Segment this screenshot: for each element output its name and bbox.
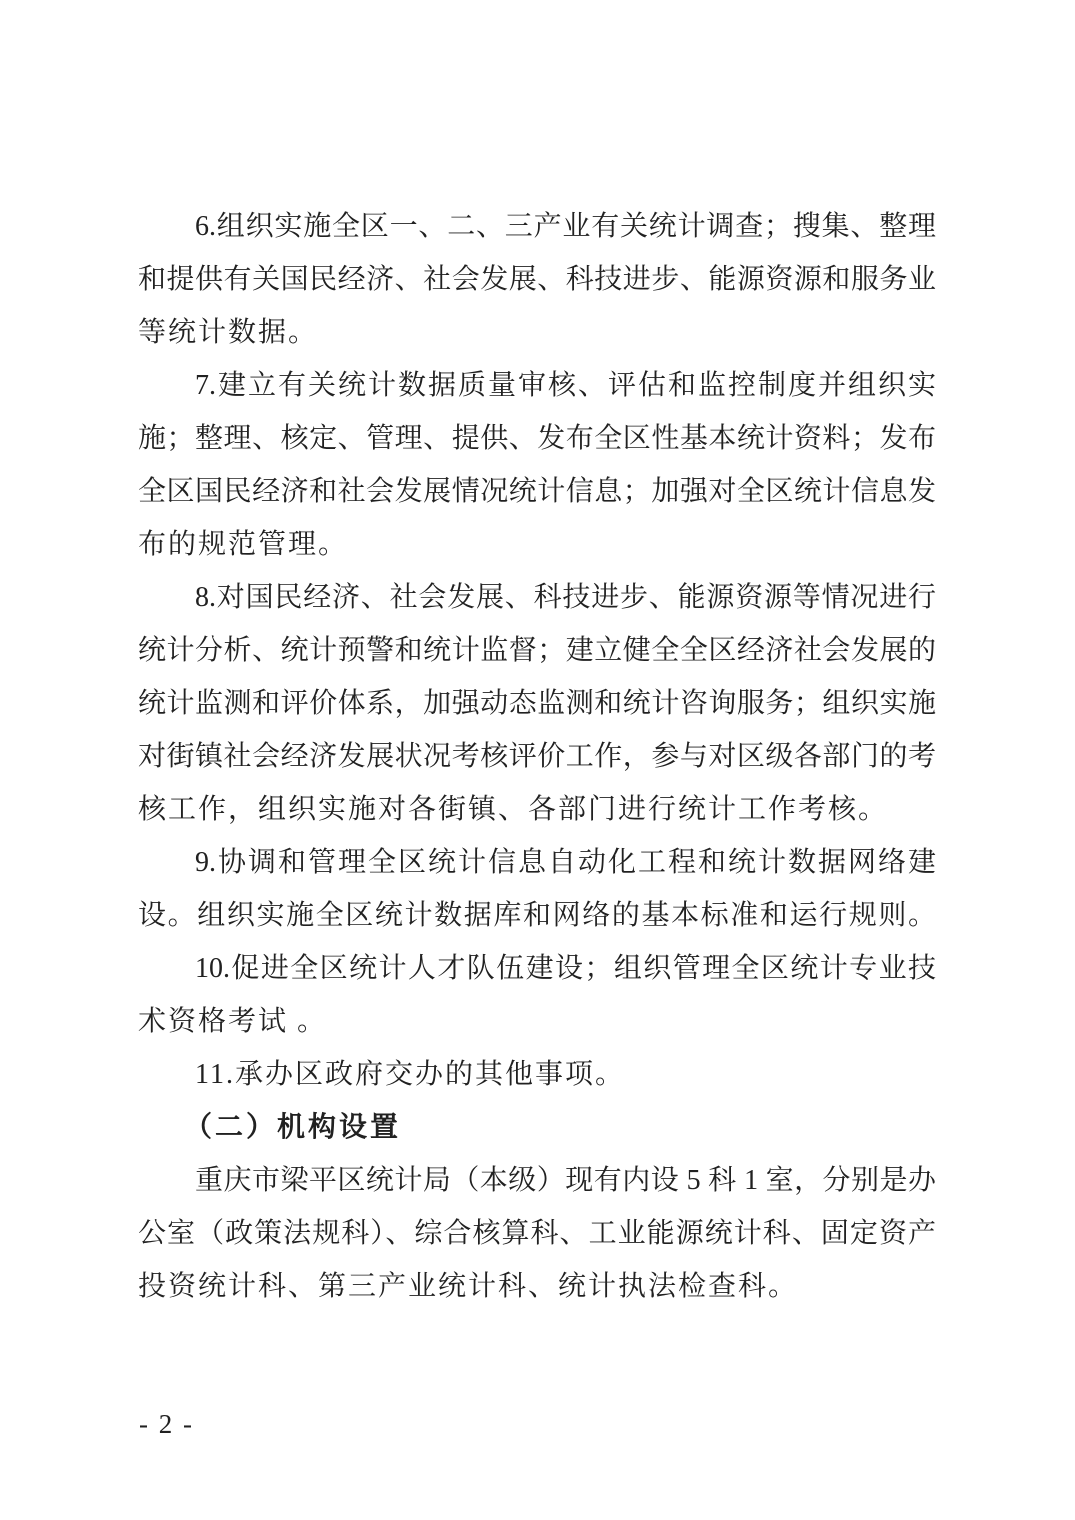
text-line: 11.承办区政府交办的其他事项。 (195, 1059, 625, 1090)
text-line: 全区国民经济和社会发展情况统计信息；加强对全区统计信息发 (138, 476, 936, 507)
text-line: 投资统计科、第三产业统计科、统计执法检查科。 (138, 1271, 799, 1302)
text-line: 等统计数据。 (138, 317, 319, 348)
text-line: 7.建立有关统计数据质量审核、评估和监控制度并组织实 (195, 370, 936, 401)
text-line: 9.协调和管理全区统计信息自动化工程和统计数据网络建 (195, 847, 936, 878)
text-line: 和提供有关国民经济、社会发展、科技进步、能源资源和服务业 (138, 264, 936, 295)
text-line: 布的规范管理。 (138, 529, 349, 560)
section-heading: （二）机构设置 (184, 1112, 402, 1143)
text-block (138, 200, 936, 1313)
text-line: 8.对国民经济、社会发展、科技进步、能源资源等情况进行 (195, 582, 936, 613)
text-line: 重庆市梁平区统计局（本级）现有内设 5 科 1 室，分别是办 (195, 1165, 936, 1196)
text-line: 对街镇社会经济发展状况考核评价工作，参与对区级各部门的考 (138, 741, 936, 772)
text-line: 设。组织实施全区统计数据库和网络的基本标准和运行规则。 (138, 900, 936, 931)
page-number: - 2 - (139, 1409, 194, 1439)
text-line: 核工作，组织实施对各街镇、各部门进行统计工作考核。 (138, 794, 889, 825)
text-line: 公室（政策法规科）、综合核算科、工业能源统计科、固定资产 (138, 1218, 936, 1249)
text-line: 统计监测和评价体系，加强动态监测和统计咨询服务；组织实施 (138, 688, 936, 719)
text-line: 术资格考试 。 (138, 1006, 328, 1037)
text-line: 统计分析、统计预警和统计监督；建立健全全区经济社会发展的 (138, 635, 936, 666)
text-line: 10.促进全区统计人才队伍建设；组织管理全区统计专业技 (195, 953, 936, 984)
text-line: 施；整理、核定、管理、提供、发布全区性基本统计资料；发布 (138, 423, 936, 454)
text-line: 6.组织实施全区一、二、三产业有关统计调查；搜集、整理 (195, 211, 936, 242)
